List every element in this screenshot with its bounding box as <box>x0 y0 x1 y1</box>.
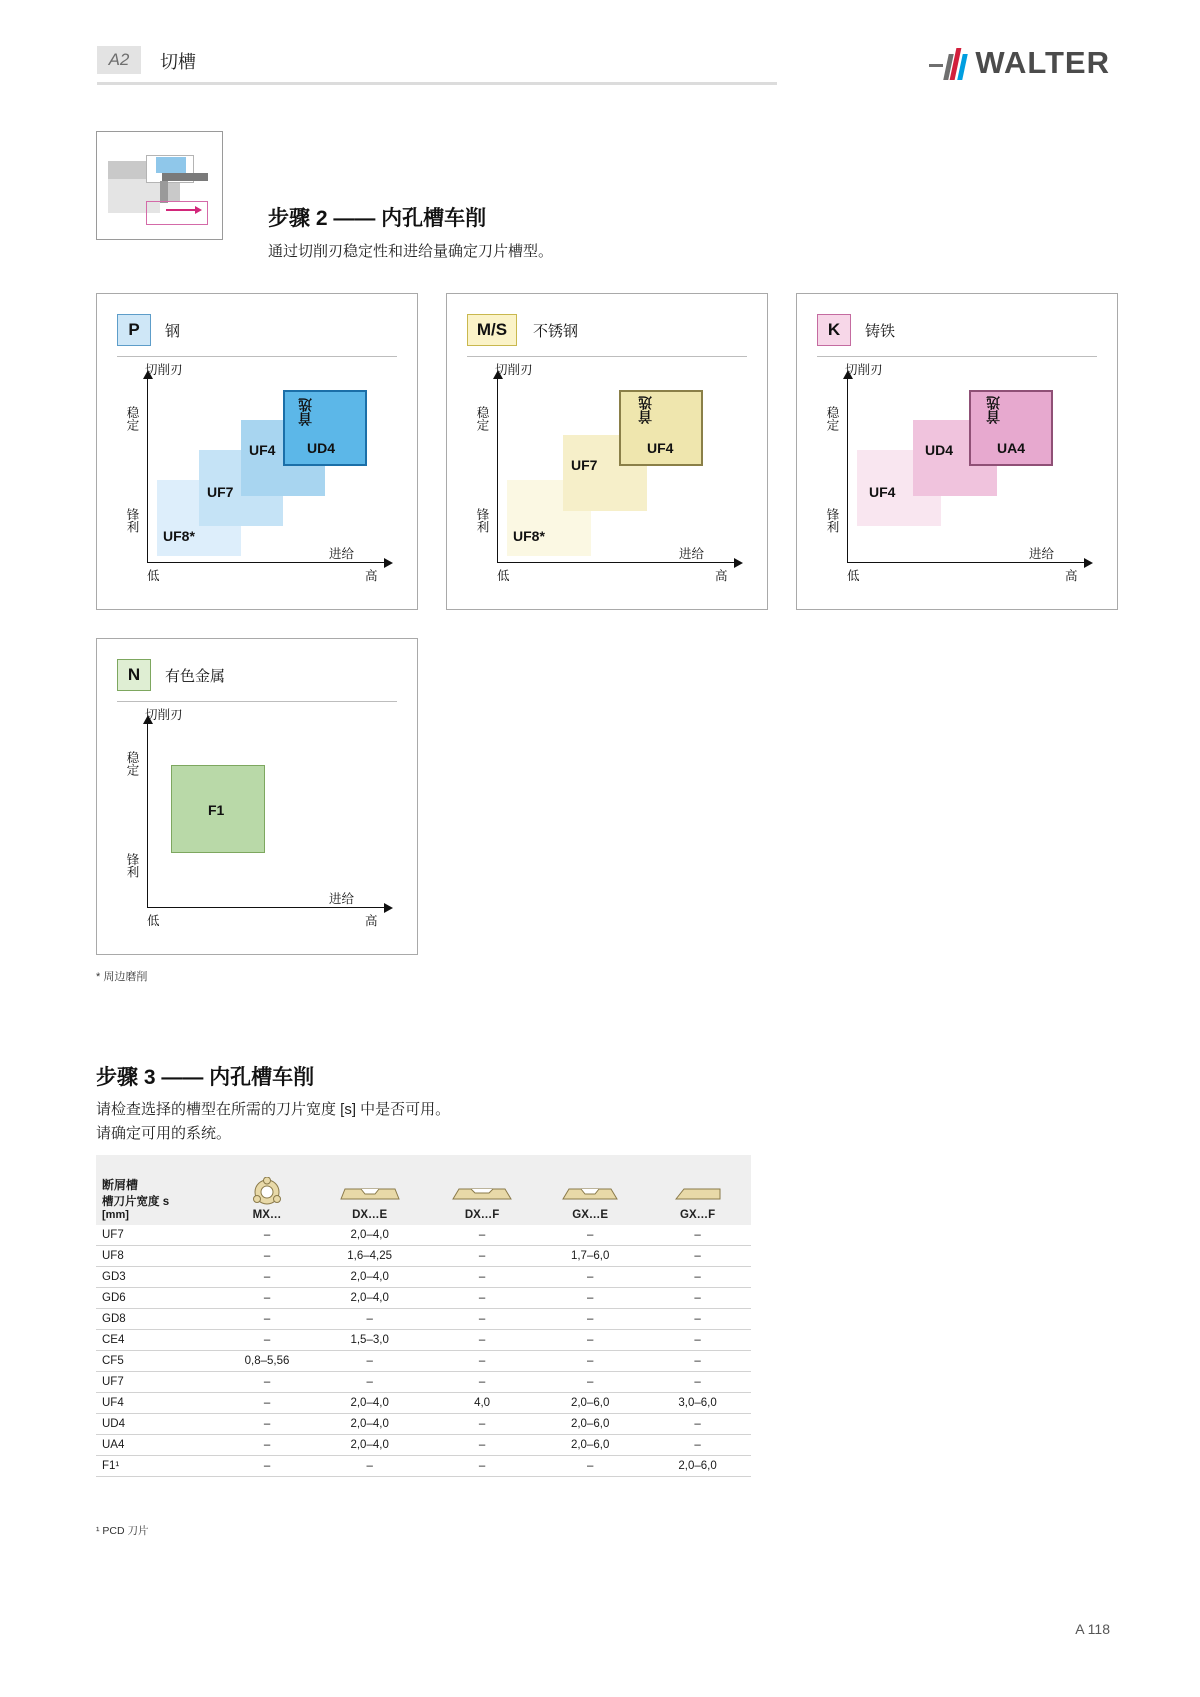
material-label-non-ferrous: 有色金属 <box>165 668 226 685</box>
preferred-tag: 首选 <box>985 396 1001 424</box>
cell-mx: – <box>223 1225 312 1246</box>
logo-bars-icon <box>946 46 967 80</box>
x-axis <box>847 562 1085 563</box>
material-panel-non-ferrous <box>96 638 418 955</box>
cell-dxe: – <box>311 1351 428 1372</box>
cell-dxf: – <box>428 1372 536 1393</box>
step2-title: 步骤 2 —— 内孔槽车削 <box>268 207 487 230</box>
axis-feed-label: 进给 <box>1029 547 1055 561</box>
geometry-box-preferred <box>283 390 367 466</box>
chart-non-ferrous <box>117 708 397 929</box>
material-label-stainless: 不锈钢 <box>533 323 579 340</box>
table-row <box>96 1456 751 1477</box>
cell-mx: – <box>223 1414 312 1435</box>
cell-gxf: – <box>644 1288 751 1309</box>
geometry-label: UD4 <box>925 442 954 458</box>
header-code-gxe: GX…E <box>572 1209 609 1221</box>
table-row <box>96 1372 751 1393</box>
step2-subtitle: 通过切削刃稳定性和进给量确定刀片槽型。 <box>268 243 554 260</box>
cell-dxf: – <box>428 1414 536 1435</box>
x-axis <box>497 562 735 563</box>
chart-cast-iron <box>817 363 1097 584</box>
y-axis <box>147 723 148 907</box>
header-geometry-l1: 断屑槽 <box>102 1178 139 1192</box>
header-cell-dxf <box>428 1155 536 1225</box>
header-cell-mx <box>223 1155 312 1225</box>
table-row <box>96 1330 751 1351</box>
header-cell-geometry <box>96 1155 223 1225</box>
header-cell-dxe <box>311 1155 428 1225</box>
y-axis <box>147 378 148 562</box>
table-header-row <box>96 1155 751 1225</box>
dxe-insert-icon <box>335 1181 405 1207</box>
table-body <box>96 1225 751 1477</box>
geometry-label: UD4 <box>307 440 336 456</box>
row-label: F1¹ <box>96 1456 223 1477</box>
material-badge-ms: M/S <box>467 314 517 346</box>
axis-top-label: 切削刃 <box>145 363 183 377</box>
cell-gxf: – <box>644 1267 751 1288</box>
y-axis <box>497 378 498 562</box>
cell-dxf: – <box>428 1435 536 1456</box>
preferred-tag: 首选 <box>297 398 313 426</box>
row-label: GD8 <box>96 1309 223 1330</box>
chart-stainless <box>467 363 747 584</box>
geometry-box-preferred <box>619 390 703 466</box>
axis-stable-label: 稳定 <box>825 406 839 431</box>
cell-gxe: – <box>536 1372 644 1393</box>
chart-steel <box>117 363 397 584</box>
cell-mx: – <box>223 1267 312 1288</box>
logo-dash-icon <box>929 64 943 67</box>
axis-top-label: 切削刃 <box>845 363 883 377</box>
axis-sharp-label: 锋利 <box>825 508 839 533</box>
cell-mx: – <box>223 1372 312 1393</box>
x-axis <box>147 907 385 908</box>
gxe-insert-icon <box>555 1181 625 1207</box>
cell-dxe: 2,0–4,0 <box>311 1393 428 1414</box>
cell-gxf: – <box>644 1435 751 1456</box>
axis-high-label: 高 <box>365 914 378 928</box>
cell-dxe: – <box>311 1456 428 1477</box>
availability-table <box>96 1155 751 1477</box>
cell-gxf: – <box>644 1225 751 1246</box>
cell-gxe: – <box>536 1288 644 1309</box>
row-label: UA4 <box>96 1435 223 1456</box>
axis-stable-label: 稳定 <box>125 406 139 431</box>
axis-top-label: 切削刃 <box>495 363 533 377</box>
row-label: UF7 <box>96 1372 223 1393</box>
axis-feed-label: 进给 <box>679 547 705 561</box>
row-label: CE4 <box>96 1330 223 1351</box>
panel-divider <box>117 701 397 702</box>
panel-divider <box>467 356 747 357</box>
geometry-label: UF7 <box>571 457 598 473</box>
geometry-label: UF4 <box>647 440 674 456</box>
cell-dxe: 2,0–4,0 <box>311 1414 428 1435</box>
page-number: A 118 <box>1075 1621 1110 1637</box>
cell-gxf: – <box>644 1309 751 1330</box>
row-label: UD4 <box>96 1414 223 1435</box>
axis-stable-label: 稳定 <box>125 751 139 776</box>
cell-dxe: – <box>311 1309 428 1330</box>
cell-gxf: – <box>644 1351 751 1372</box>
header-code-dxe: DX…E <box>352 1209 388 1221</box>
header-geometry-l2: 槽刀片宽度 s <box>102 1196 170 1208</box>
step2-footnote: * 周边磨削 <box>96 971 148 983</box>
table-row <box>96 1309 751 1330</box>
page-header <box>0 0 1200 110</box>
geometry-label: UF8* <box>513 528 545 544</box>
header-code-gxf: GX…F <box>680 1209 716 1221</box>
step3-title: 步骤 3 —— 内孔槽车削 <box>96 1066 315 1089</box>
header-code-dxf: DX…F <box>464 1209 500 1221</box>
panel-divider <box>117 356 397 357</box>
cell-gxe: – <box>536 1456 644 1477</box>
axis-top-label: 切削刃 <box>145 708 183 722</box>
cell-gxe: 2,0–6,0 <box>536 1414 644 1435</box>
walter-logo <box>929 44 1110 82</box>
cell-mx: – <box>223 1435 312 1456</box>
table-row <box>96 1393 751 1414</box>
cell-gxe: 1,7–6,0 <box>536 1246 644 1267</box>
axis-low-label: 低 <box>147 569 160 583</box>
cell-dxf: – <box>428 1330 536 1351</box>
material-panel-cast-iron <box>796 293 1118 610</box>
geometry-label: UF8* <box>163 528 195 544</box>
geometry-label: UF4 <box>869 484 896 500</box>
axis-low-label: 低 <box>147 914 160 928</box>
material-panel-steel <box>96 293 418 610</box>
row-label: GD6 <box>96 1288 223 1309</box>
cell-gxf: – <box>644 1246 751 1267</box>
cell-mx: – <box>223 1288 312 1309</box>
axis-sharp-label: 锋利 <box>475 508 489 533</box>
table-row <box>96 1435 751 1456</box>
row-label: GD3 <box>96 1267 223 1288</box>
axis-feed-label: 进给 <box>329 547 355 561</box>
header-code-mx: MX… <box>252 1209 282 1221</box>
internal-groove-turning-icon <box>96 131 223 240</box>
x-axis <box>147 562 385 563</box>
cell-gxf: 3,0–6,0 <box>644 1393 751 1414</box>
table-row <box>96 1414 751 1435</box>
cell-mx: – <box>223 1393 312 1414</box>
row-label: UF7 <box>96 1225 223 1246</box>
dxf-insert-icon <box>447 1181 517 1207</box>
material-badge-k: K <box>817 314 851 346</box>
cell-gxf: – <box>644 1372 751 1393</box>
cell-dxf: – <box>428 1246 536 1267</box>
step3-line2: 请确定可用的系统。 <box>96 1125 232 1142</box>
geometry-label: UF7 <box>207 484 234 500</box>
cell-gxf: – <box>644 1414 751 1435</box>
cell-gxe: – <box>536 1309 644 1330</box>
material-badge-n: N <box>117 659 151 691</box>
row-label: UF4 <box>96 1393 223 1414</box>
cell-dxf: – <box>428 1288 536 1309</box>
cell-gxe: – <box>536 1330 644 1351</box>
axis-high-label: 高 <box>365 569 378 583</box>
cell-dxe: 2,0–4,0 <box>311 1435 428 1456</box>
gxf-insert-icon <box>668 1181 728 1207</box>
material-label-steel: 钢 <box>165 323 181 340</box>
step3-line1: 请检查选择的槽型在所需的刀片宽度 [s] 中是否可用。 <box>96 1101 451 1118</box>
material-badge-p: P <box>117 314 151 346</box>
cell-dxf: – <box>428 1309 536 1330</box>
cell-mx: – <box>223 1330 312 1351</box>
cell-mx: – <box>223 1309 312 1330</box>
cell-gxe: – <box>536 1351 644 1372</box>
axis-low-label: 低 <box>847 569 860 583</box>
geometry-label: F1 <box>208 802 225 818</box>
header-cell-gxe <box>536 1155 644 1225</box>
header-geometry-l3: [mm] <box>102 1209 129 1221</box>
cell-gxe: 2,0–6,0 <box>536 1393 644 1414</box>
geometry-box-preferred <box>969 390 1053 466</box>
header-divider <box>97 82 777 85</box>
mx-insert-icon <box>247 1177 287 1207</box>
axis-high-label: 高 <box>1065 569 1078 583</box>
axis-sharp-label: 锋利 <box>125 853 139 878</box>
cell-mx: 0,8–5,56 <box>223 1351 312 1372</box>
material-label-cast-iron: 铸铁 <box>865 323 896 340</box>
cell-mx: – <box>223 1456 312 1477</box>
cell-gxf: 2,0–6,0 <box>644 1456 751 1477</box>
chapter-badge: A2 <box>97 46 141 74</box>
cell-mx: – <box>223 1246 312 1267</box>
cell-gxf: – <box>644 1330 751 1351</box>
axis-sharp-label: 锋利 <box>125 508 139 533</box>
table-row <box>96 1267 751 1288</box>
cell-dxf: – <box>428 1225 536 1246</box>
axis-stable-label: 稳定 <box>475 406 489 431</box>
table-row <box>96 1225 751 1246</box>
axis-low-label: 低 <box>497 569 510 583</box>
cell-dxe: 1,5–3,0 <box>311 1330 428 1351</box>
cell-dxf: – <box>428 1351 536 1372</box>
logo-text: WALTER <box>975 45 1110 80</box>
header-cell-gxf <box>644 1155 751 1225</box>
axis-high-label: 高 <box>715 569 728 583</box>
cell-dxe: 2,0–4,0 <box>311 1267 428 1288</box>
material-panel-stainless <box>446 293 768 610</box>
table-row <box>96 1288 751 1309</box>
geometry-box <box>171 765 265 853</box>
row-label: CF5 <box>96 1351 223 1372</box>
cell-dxe: – <box>311 1372 428 1393</box>
cell-dxe: 2,0–4,0 <box>311 1225 428 1246</box>
cell-dxe: 2,0–4,0 <box>311 1288 428 1309</box>
geometry-label: UF4 <box>249 442 276 458</box>
cell-gxe: – <box>536 1225 644 1246</box>
geometry-label: UA4 <box>997 440 1026 456</box>
chapter-title: 切槽 <box>160 52 196 72</box>
row-label: UF8 <box>96 1246 223 1267</box>
axis-feed-label: 进给 <box>329 892 355 906</box>
cell-dxe: 1,6–4,25 <box>311 1246 428 1267</box>
table-row <box>96 1246 751 1267</box>
cell-dxf: – <box>428 1456 536 1477</box>
table-footnote: ¹ PCD 刀片 <box>96 1525 149 1537</box>
cell-dxf: – <box>428 1267 536 1288</box>
panel-divider <box>817 356 1097 357</box>
preferred-tag: 首选 <box>637 396 653 424</box>
cell-gxe: – <box>536 1267 644 1288</box>
cell-gxe: 2,0–6,0 <box>536 1435 644 1456</box>
cell-dxf: 4,0 <box>428 1393 536 1414</box>
table-row <box>96 1351 751 1372</box>
y-axis <box>847 378 848 562</box>
